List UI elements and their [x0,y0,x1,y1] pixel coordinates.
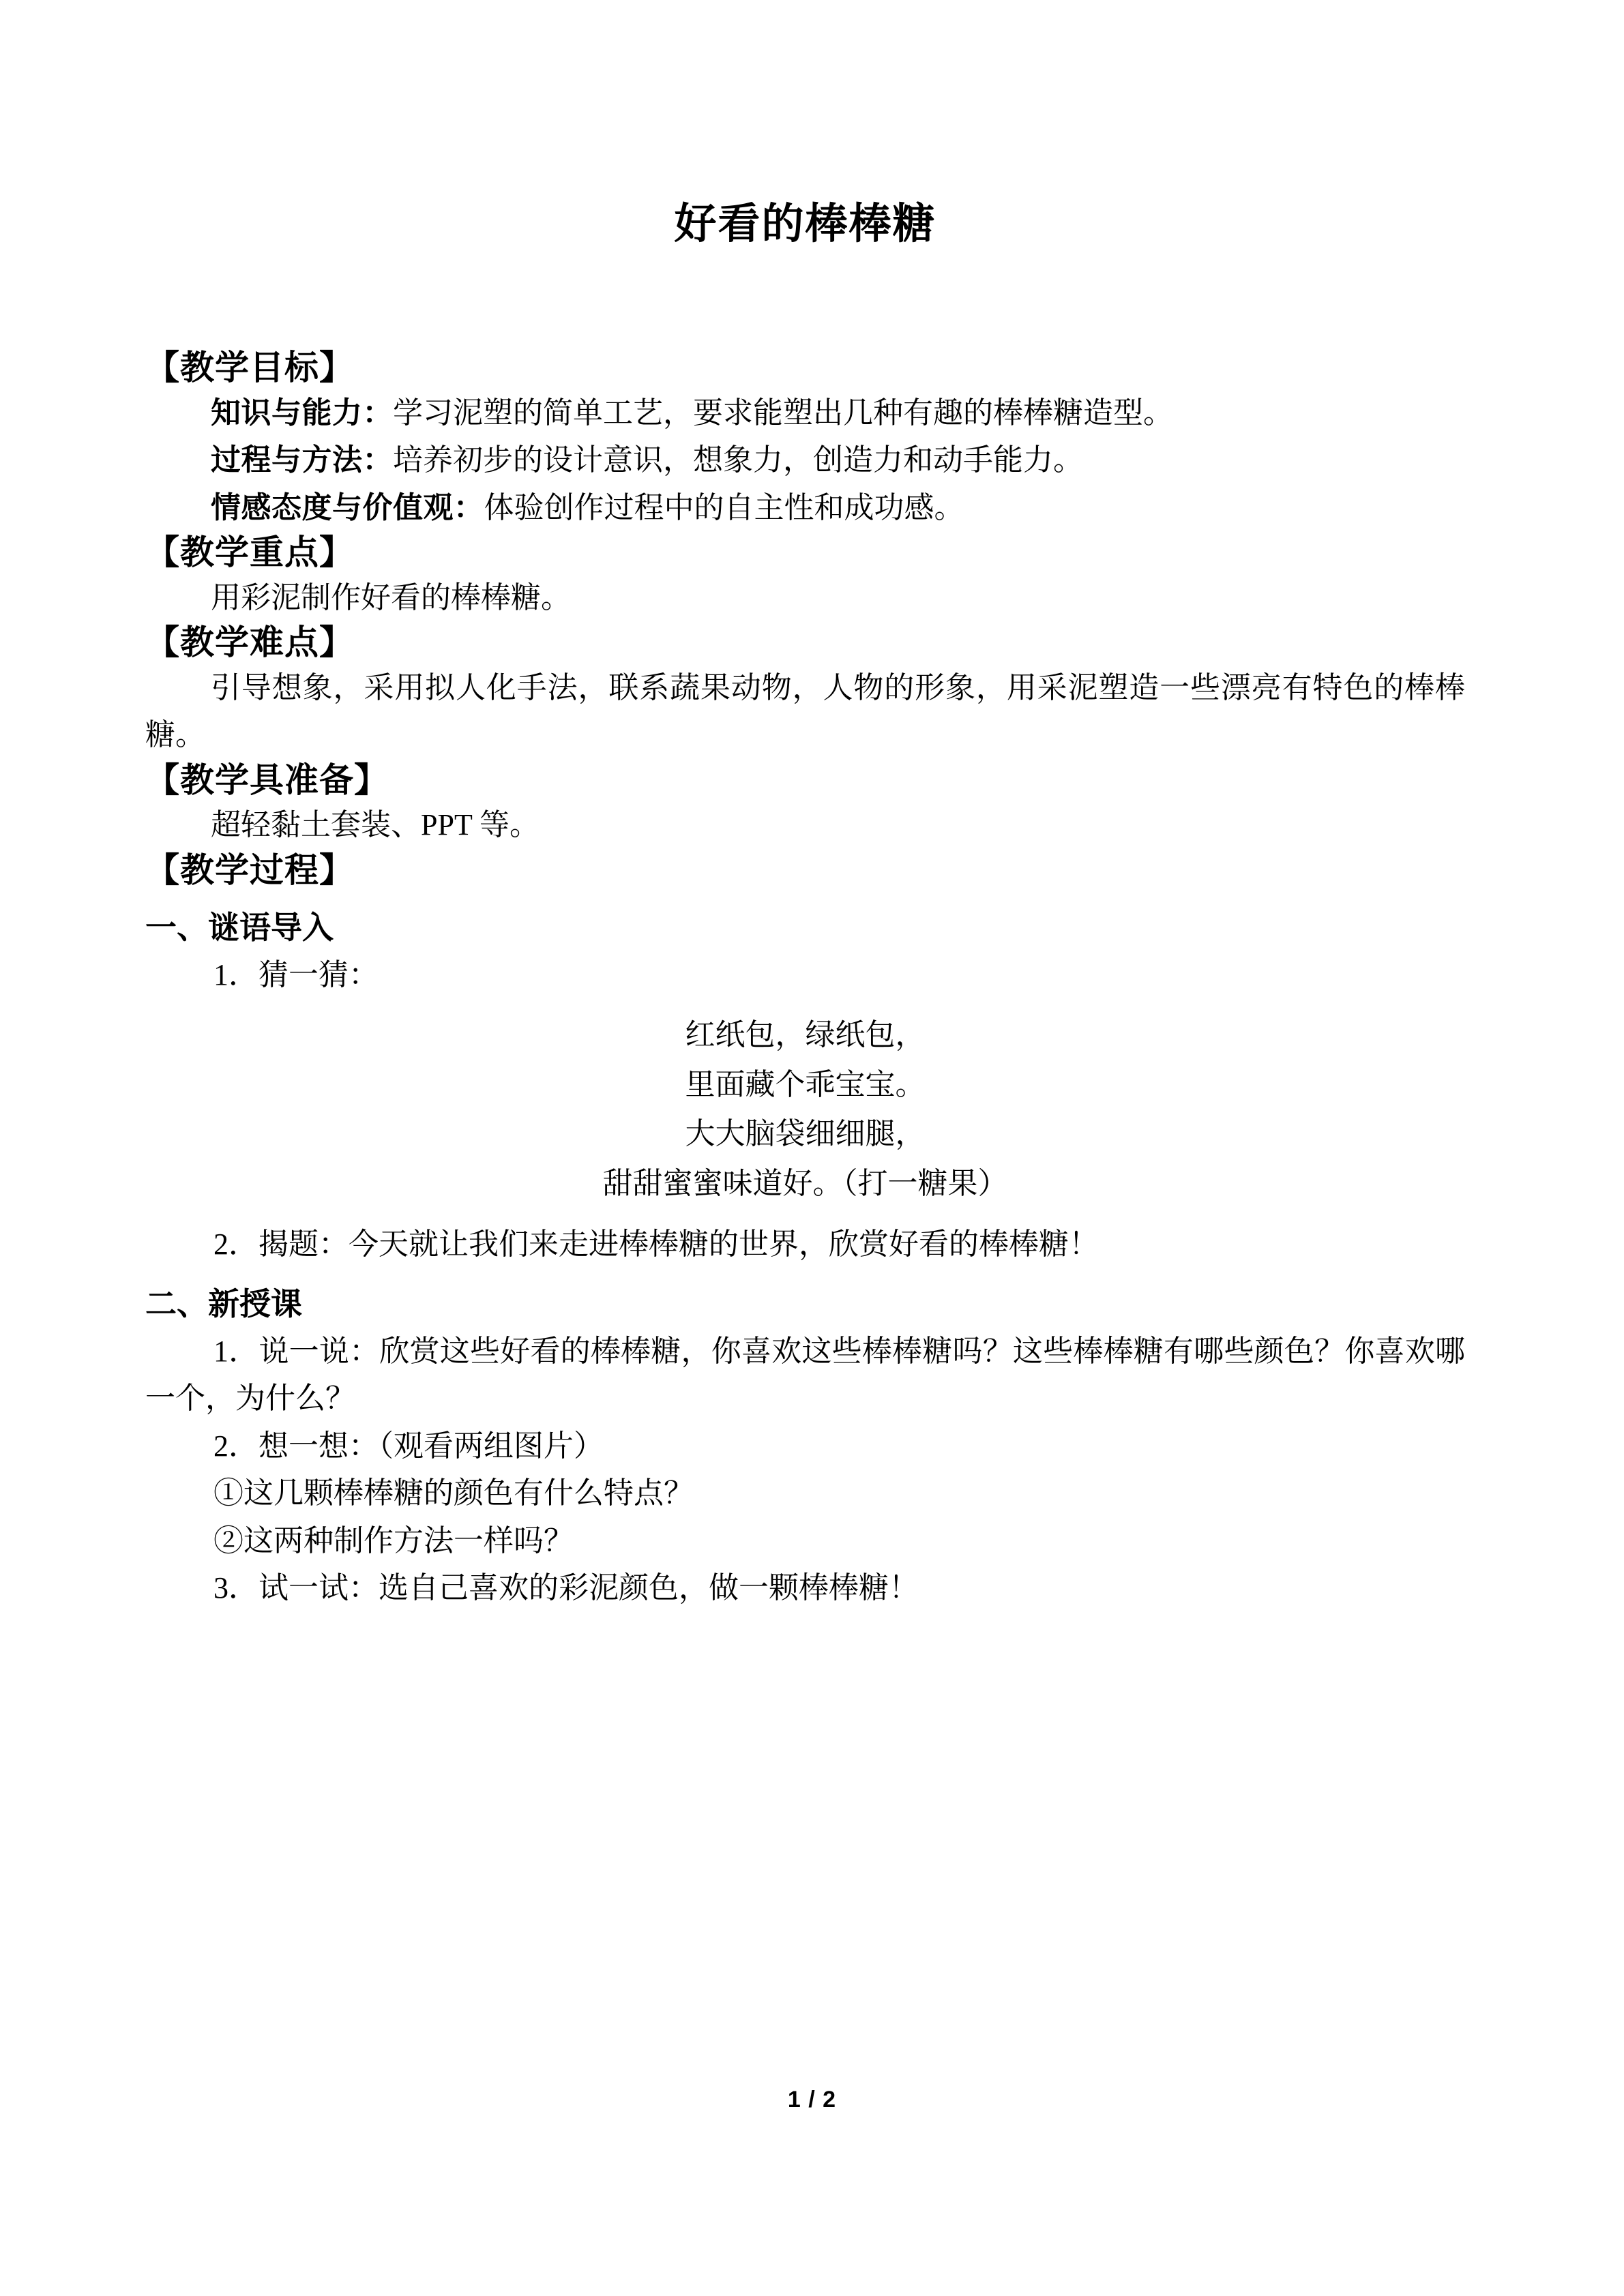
spacer [145,250,1465,285]
objective-item-knowledge [145,389,1465,437]
section-heading-preparation: 【教学具准备】 [145,760,389,799]
page-content [145,0,1465,1612]
riddle-line-3: 大大脑袋细细腿， [685,1117,926,1151]
objective-lead-knowledge: 知识与能力： [211,396,393,430]
page-title: 好看的棒棒糖 [674,201,936,248]
spacer [145,1208,1465,1221]
section-heading-objectives: 【教学目标】 [145,348,354,387]
riddle-line-4: 甜甜蜜蜜味道好。（打一糖果） [602,1166,1008,1200]
objective-item-attitude [145,484,1465,532]
spacer [145,998,1465,1011]
process-part-two-title: 二、新授课 [145,1286,302,1322]
spacer [145,1268,1465,1281]
difficult-point-text: 引导想象，采用拟人化手法，联系蔬果动物，人物的形象，用采泥塑造一些漂亮有特色的棒棒糖。 [145,670,1465,752]
process-subitem-method-same: ②这两种制作方法一样吗？ [213,1523,574,1557]
preparation-text: 超轻黏土套装、PPT 等。 [211,808,540,842]
objective-text-attitude: 体验创作过程中的自主性和成功感。 [484,490,964,524]
process-item-think: 2．想一想：（观看两组图片） [213,1429,604,1463]
objective-lead-attitude: 情感态度与价值观： [211,490,484,524]
process-subitem-color-feature: ①这几颗棒棒糖的颜色有什么特点？ [213,1476,694,1510]
objective-text-knowledge: 学习泥塑的简单工艺，要求能塑出几种有趣的棒棒糖造型。 [393,396,1173,430]
process-part-one-title: 一、谜语导入 [145,910,334,945]
section-heading-process: 【教学过程】 [145,851,354,889]
objective-text-process: 培养初步的设计意识，想象力，创造力和动手能力。 [393,443,1083,477]
process-item-reveal-topic: 2．揭题：今天就让我们来走进棒棒糖的世界，欣赏好看的棒棒糖！ [213,1227,1099,1262]
page-number-footer: 1 / 2 [787,2087,837,2113]
riddle-line-1: 红纸包，绿纸包， [685,1018,926,1052]
section-heading-difficult-point: 【教学难点】 [145,623,354,662]
process-item-talk: 1．说一说：欣赏这些好看的棒棒糖，你喜欢这些棒棒糖吗？这些棒棒糖有哪些颜色？你喜欢哪一个，为什么？ [145,1334,1465,1416]
objective-lead-process: 过程与方法： [211,443,393,477]
process-item-try: 3．试一试：选自己喜欢的彩泥颜色，做一颗棒棒糖！ [213,1571,919,1605]
section-heading-key-point: 【教学重点】 [145,533,354,572]
objective-item-process [145,436,1465,484]
key-point-text: 用彩泥制作好看的棒棒糖。 [211,580,571,614]
process-item-guess: 1．猜一猜： [213,957,379,992]
riddle-line-2: 里面藏个乖宝宝。 [685,1067,926,1101]
spacer [145,892,1465,904]
